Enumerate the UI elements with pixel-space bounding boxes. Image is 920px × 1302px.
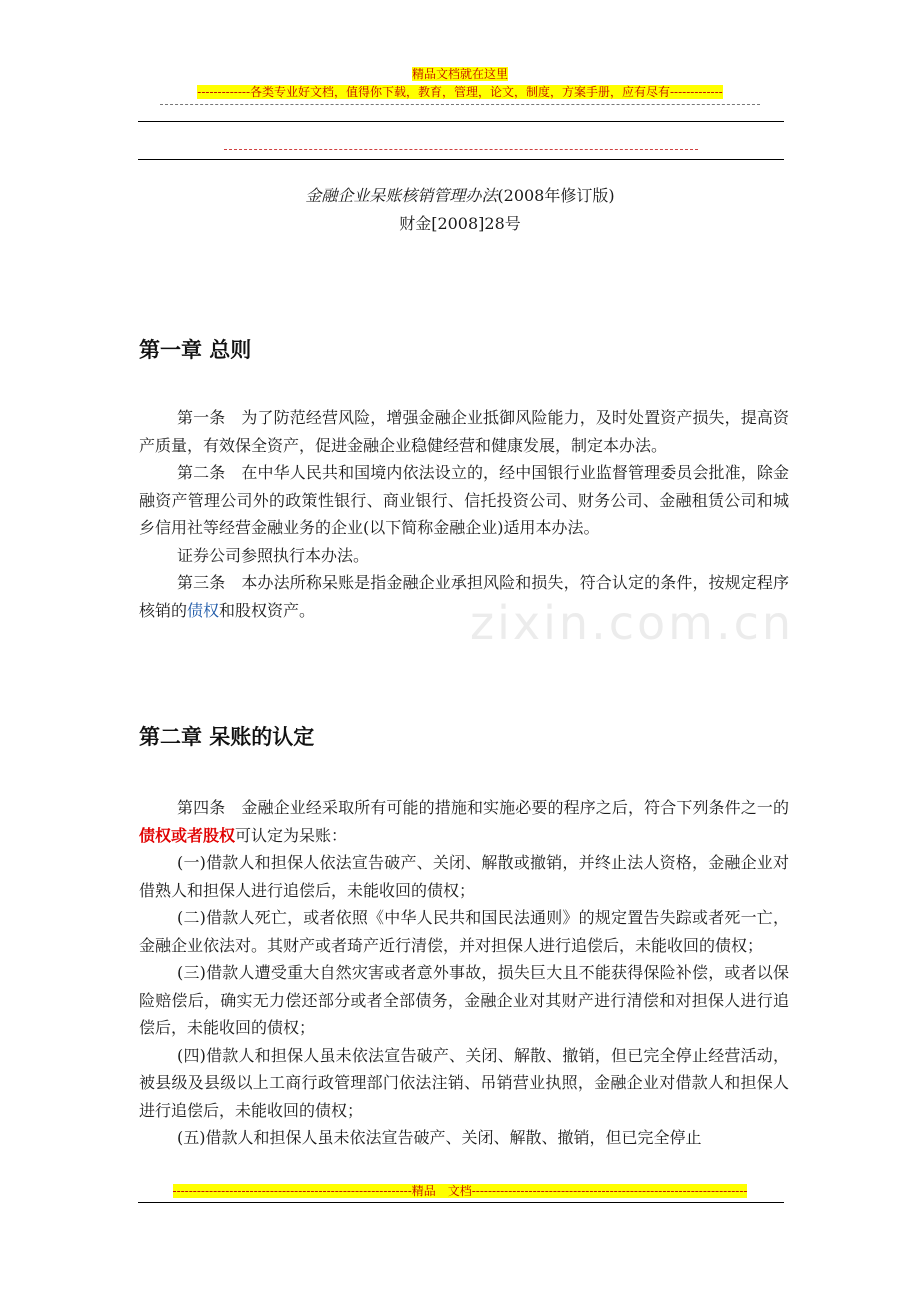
header-dashed-line xyxy=(160,104,760,105)
condition-4: (四)借款人和担保人虽未依法宣告破产、关闭、解散、撤销，但已完全停止经营活动，被县级及县级以上工商行政管理部门依法注销、吊销营业执照，金融企业对借款人和担保人进行追偿后，未能收回的债权； xyxy=(139,1045,789,1120)
condition-2: (二)借款人死亡，或者依照《中华人民共和国民法通则》的规定置告失踪或者死一亡，金融企业依法对。其财产或者琦产近行清偿，并对担保人进行追偿后，未能收回的债权； xyxy=(139,908,789,955)
watermark: zixin.com.cn xyxy=(470,596,795,650)
condition-1: (一)借款人和担保人依法宣告破产、关闭、解散或撤销，并终止法人资格，金融企业对借熟人和担保人进行追偿后，未能收回的债权； xyxy=(139,853,789,900)
condition-5: (五)借款人和担保人虽未依法宣告破产、关闭、解散、撤销，但已完全停止 xyxy=(177,1128,702,1147)
footer-tag: -----------------------------------------------------------精品 文档-------------------------------------------------------------------- xyxy=(172,1184,748,1198)
footer-rule xyxy=(138,1202,784,1203)
chapter-1-heading: 第一章 总则 xyxy=(139,338,252,362)
header-rule-bottom xyxy=(138,159,784,160)
header-title: 精品文档就在这里 xyxy=(411,67,508,81)
chapter-2-heading: 第二章 呆账的认定 xyxy=(139,725,315,749)
article-4: 第四条 金融企业经采取所有可能的措施和实施必要的程序之后，符合下列条件之一的债权或者股权可认定为呆账： xyxy=(139,798,789,845)
chapter-1-body xyxy=(139,404,789,624)
article-2-note: 证券公司参照执行本办法。 xyxy=(177,545,370,565)
header-tagline: -------------各类专业好文档，值得你下载，教育，管理，论文，制度，方案手册，应有尽有------------- xyxy=(197,85,723,99)
header-dashed-line-red xyxy=(224,149,698,150)
document-number: 财金[2008]28号 xyxy=(399,214,521,233)
header-rule-top xyxy=(138,121,784,122)
condition-3: (三)借款人遭受重大自然灾害或者意外事故，损失巨大且不能获得保险补偿，或者以保险赔偿后，确实无力偿还部分或者全部债务，金融企业对其财产进行清偿和对担保人进行追偿后，未能收回的债权； xyxy=(139,963,789,1037)
article-2: 第二条 在中华人民共和国境内依法设立的，经中国银行业监督管理委员会批准，除金融资产管理公司外的政策性银行、商业银行、信托投资公司、财务公司、金融租赁公司和城乡信用社等经营金融业务的企业(以下简称金融企业)适用本办法。 xyxy=(139,463,789,537)
emphasis-text: 债权或者股权 xyxy=(139,825,236,845)
document-title: 金融企业呆账核销管理办法(2008年修订版) xyxy=(305,186,615,205)
article-3: 第三条 本办法所称呆账是指金融企业承担风险和损失，符合认定的条件，按规定程序核销的债权和股权资产。 xyxy=(139,573,789,620)
chapter-2-body xyxy=(139,794,789,1152)
creditor-rights-link[interactable]: 债权 xyxy=(187,600,220,620)
article-1: 第一条 为了防范经营风险，增强金融企业抵御风险能力，及时处置资产损失，提高资产质量，有效保全资产，促进金融企业稳健经营和健康发展，制定本办法。 xyxy=(139,408,789,455)
